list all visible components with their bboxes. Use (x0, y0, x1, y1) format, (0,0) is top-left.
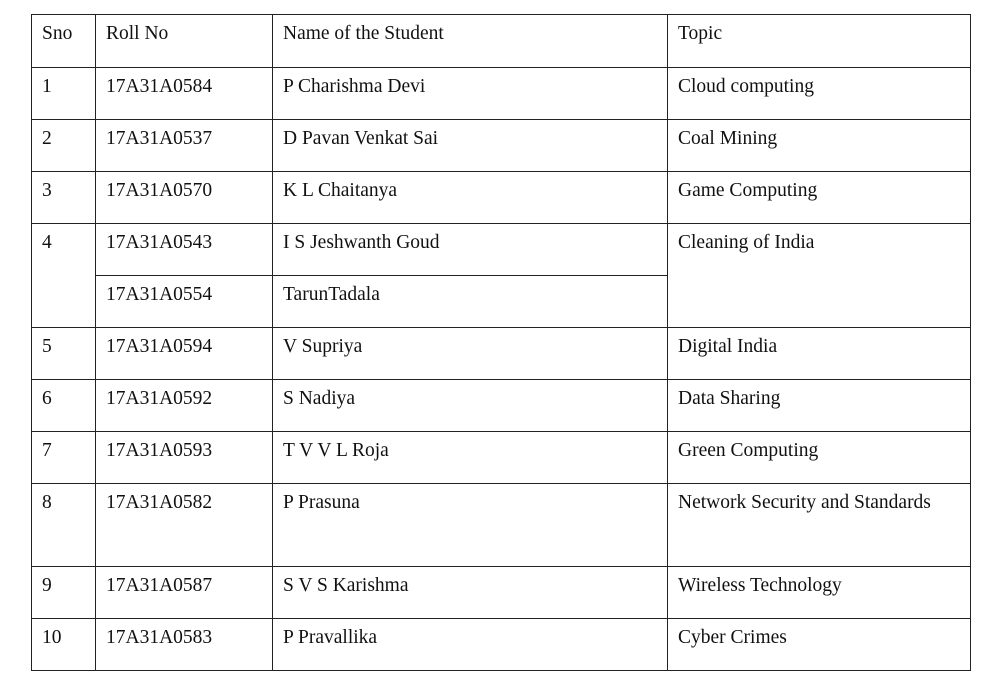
cell-student-name: P Pravallika (273, 619, 668, 671)
cell-roll-no: 17A31A0593 (96, 432, 273, 484)
cell-sno: 1 (32, 68, 96, 120)
cell-student-name: I S Jeshwanth Goud (273, 224, 668, 276)
table-row (32, 432, 971, 484)
header-topic: Topic (668, 15, 971, 68)
cell-topic: Network Security and Standards (668, 484, 971, 567)
cell-student-name: S Nadiya (273, 380, 668, 432)
cell-topic: Wireless Technology (668, 567, 971, 619)
cell-sno: 4 (32, 224, 96, 328)
cell-sno: 2 (32, 120, 96, 172)
table-row (32, 484, 971, 567)
cell-student-name: P Charishma Devi (273, 68, 668, 120)
cell-topic: Coal Mining (668, 120, 971, 172)
cell-topic: Digital India (668, 328, 971, 380)
cell-roll-no: 17A31A0543 (96, 224, 273, 276)
cell-roll-no: 17A31A0570 (96, 172, 273, 224)
cell-student-name: TarunTadala (273, 276, 668, 328)
cell-sno: 5 (32, 328, 96, 380)
table-row (32, 172, 971, 224)
cell-roll-no: 17A31A0587 (96, 567, 273, 619)
cell-roll-no: 17A31A0554 (96, 276, 273, 328)
cell-topic: Cleaning of India (668, 224, 971, 328)
table-row (32, 619, 971, 671)
cell-student-name: K L Chaitanya (273, 172, 668, 224)
cell-student-name: S V S Karishma (273, 567, 668, 619)
cell-roll-no: 17A31A0583 (96, 619, 273, 671)
table-row (32, 68, 971, 120)
header-roll-no: Roll No (96, 15, 273, 68)
cell-topic: Cyber Crimes (668, 619, 971, 671)
cell-sno: 7 (32, 432, 96, 484)
table-row (32, 224, 971, 276)
cell-roll-no: 17A31A0584 (96, 68, 273, 120)
cell-topic: Cloud computing (668, 68, 971, 120)
cell-student-name: V Supriya (273, 328, 668, 380)
cell-sno: 10 (32, 619, 96, 671)
table-row (32, 567, 971, 619)
cell-roll-no: 17A31A0537 (96, 120, 273, 172)
cell-roll-no: 17A31A0594 (96, 328, 273, 380)
header-student-name: Name of the Student (273, 15, 668, 68)
cell-student-name: D Pavan Venkat Sai (273, 120, 668, 172)
cell-sno: 9 (32, 567, 96, 619)
cell-topic: Data Sharing (668, 380, 971, 432)
cell-sno: 3 (32, 172, 96, 224)
cell-topic: Green Computing (668, 432, 971, 484)
header-sno: Sno (32, 15, 96, 68)
cell-topic: Game Computing (668, 172, 971, 224)
cell-roll-no: 17A31A0582 (96, 484, 273, 567)
table-row (32, 120, 971, 172)
cell-roll-no: 17A31A0592 (96, 380, 273, 432)
table-row (32, 380, 971, 432)
table-header-row (32, 15, 971, 68)
cell-student-name: P Prasuna (273, 484, 668, 567)
cell-sno: 8 (32, 484, 96, 567)
table-row (32, 328, 971, 380)
student-topic-table (31, 14, 971, 671)
cell-student-name: T V V L Roja (273, 432, 668, 484)
cell-sno: 6 (32, 380, 96, 432)
